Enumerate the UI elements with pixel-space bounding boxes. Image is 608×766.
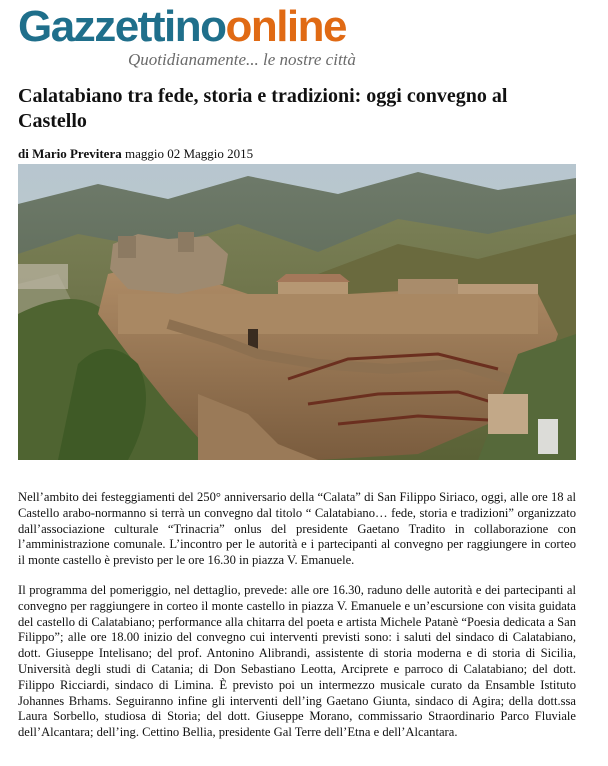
site-logo[interactable] bbox=[18, 2, 358, 74]
byline-date: maggio 02 Maggio 2015 bbox=[124, 146, 254, 161]
byline-author: Mario Previtera bbox=[32, 146, 122, 161]
article-byline bbox=[18, 146, 253, 162]
logo-brand-part1: Gazzettino bbox=[18, 2, 226, 51]
article-paragraph: Nell’ambito dei festeggiamenti del 250° anniversario della “Calata” di San Filippo Siriaco, oggi, alle ore 18 al Castello arabo-normanno si terrà un convegno dal titolo “ Calatabiano… fede, storia e tradizioni” organizzato dall’associazione culturale “Trinacria” onlus del presidente Gaetano Tradito in collaborazione con l’amministrazione comunale. L’incontro per le autorità e i partecipanti al convegno per raggiungere in corteo il monte castello è previsto per le ore 16.30 in piazza V. Emanuele. bbox=[18, 490, 576, 568]
article-body bbox=[18, 490, 576, 755]
logo-tagline: Quotidianamente... le nostre città bbox=[128, 50, 356, 69]
article-paragraph: Il programma del pomeriggio, nel dettaglio, prevede: alle ore 16.30, raduno delle autorità e dei partecipanti al convegno per raggiungere in corteo il monte castello in piazza V. Emanuele e un’escursione con visita guidata del castello di Calatabiano; performance alla chitarra del poeta e artista Michele Patanè “Poesia dedicata a San Filippo”; alle ore 18.00 inizio del convegno cui interventi previsti sono: i saluti del sindaco di Calatabiano, dott. Giuseppe Intelisano; del prof. Antonino Alibrandi, assistente di storia moderna e di storia di Sicilia, Università degli studi di Catania; di Don Sebastiano Leotta, Arciprete e parroco di Calatabiano; del dott. Filippo Ricciardi, sindaco di Limina. È previsto poi un intermezzo musicale curato da Ensamble Istituto Johannes Brhams. Seguiranno infine gli interventi dell’ing Gaetano Giunta, sindaco di Agira; della dott.ssa Laura Sorbello, studiosa di Storia; del dott. Giuseppe Morano, commissario Straordinario Parco Fluviale dell’Alcantara; dell’ing. Cettino Bellia, presidente Gal Terre dell’Etna e dell’Alcantara. bbox=[18, 582, 576, 740]
logo-brand-part2: online bbox=[225, 2, 347, 51]
article-title: Calatabiano tra fede, storia e tradizioni: oggi convegno al Castello bbox=[18, 85, 508, 132]
logo-wordmark bbox=[18, 2, 346, 52]
article-photo bbox=[18, 164, 576, 460]
castle-photo-illustration bbox=[18, 164, 576, 460]
byline-prefix: di bbox=[18, 146, 29, 161]
